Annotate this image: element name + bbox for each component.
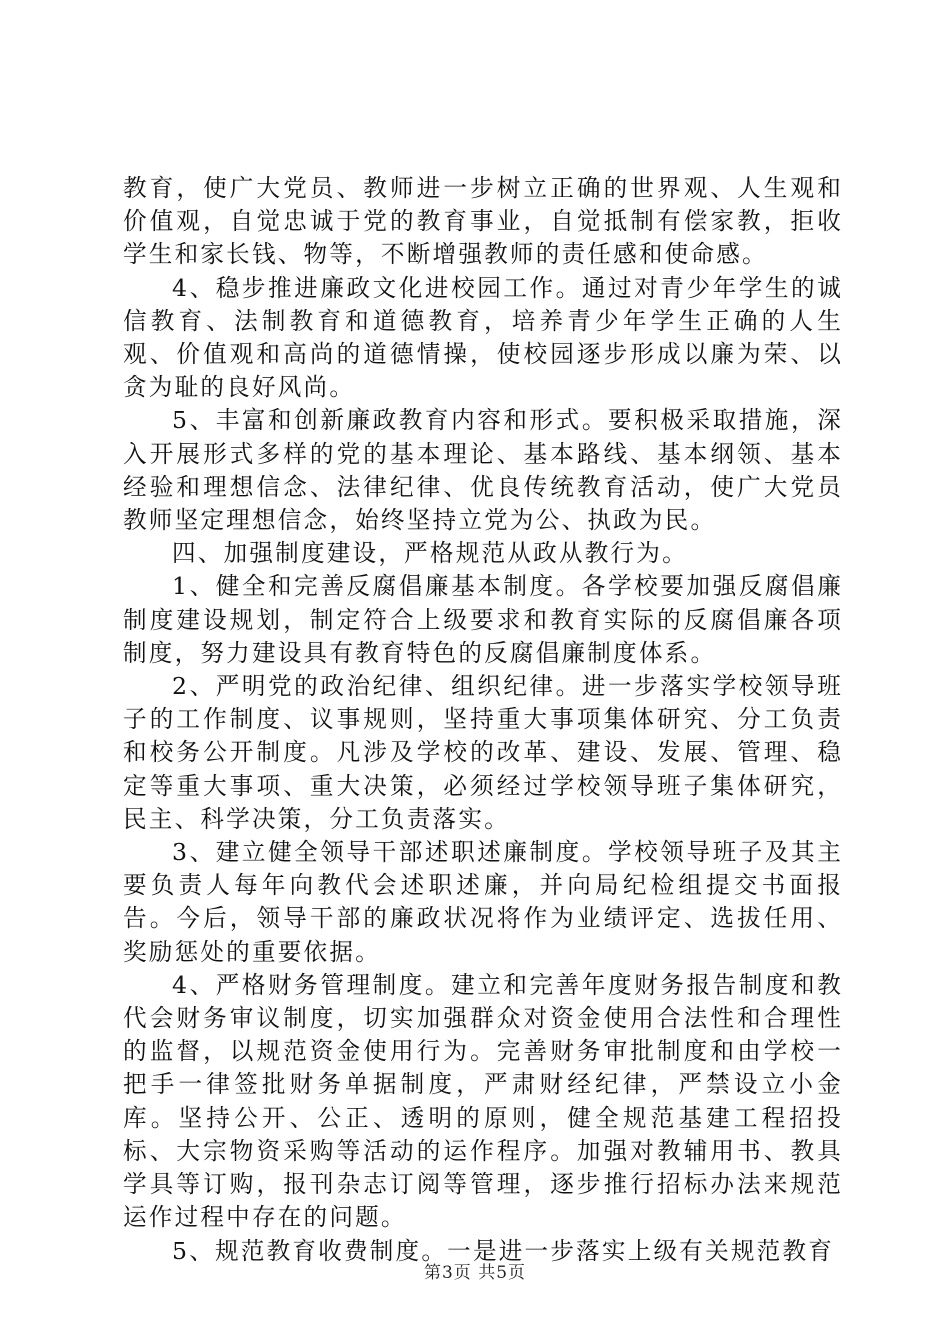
section-heading: 四、加强制度建设，严格规范从政从教行为。 (172, 539, 688, 568)
document-body (123, 172, 843, 1268)
page-number-footer: 第3页 共5页 (423, 1263, 527, 1283)
paragraph: 5、丰富和创新廉政教育内容和形式。要积极采取措施，深入开展形式多样的党的基本理论、基本路线、基本纲领、基本经验和理想信念、法律纪律、优良传统教育活动，使广大党员教师坚定理想信念，始终坚持立党为公、执政为民。 (123, 406, 843, 535)
paragraph: 教育，使广大党员、教师进一步树立正确的世界观、人生观和价值观，自觉忠诚于党的教育事业，自觉抵制有偿家教，拒收学生和家长钱、物等，不断增强教师的责任感和使命感。 (123, 174, 843, 269)
paragraph: 4、严格财务管理制度。建立和完善年度财务报告制度和教代会财务审议制度，切实加强群众对资金使用合法性和合理性的监督，以规范资金使用行为。完善财务审批制度和由学校一把手一律签批财务单据制度，严肃财经纪律，严禁设立小金库。坚持公开、公正、透明的原则，健全规范基建工程招投标、大宗物资采购等活动的运作程序。加强对教辅用书、教具学具等订购，报刊杂志订阅等管理，逐步推行招标办法来规范运作过程中存在的问题。 (123, 970, 843, 1232)
paragraph: 3、建立健全领导干部述职述廉制度。学校领导班子及其主要负责人每年向教代会述职述廉，并向局纪检组提交书面报告。今后，领导干部的廉政状况将作为业绩评定、选拔任用、奖励惩处的重要依据。 (123, 838, 843, 966)
paragraph: 5、规范教育收费制度。一是进一步落实上级有关规范教育 (172, 1236, 835, 1265)
paragraph: 2、严明党的政治纪律、组织纪律。进一步落实学校领导班子的工作制度、议事规则，坚持重大事项集体研究、分工负责和校务公开制度。凡涉及学校的改革、建设、发展、管理、稳定等重大事项、重大决策，必须经过学校领导班子集体研究，民主、科学决策，分工负责落实。 (123, 672, 843, 833)
paragraph: 4、稳步推进廉政文化进校园工作。通过对青少年学生的诚信教育、法制教育和道德教育，培养青少年学生正确的人生观、价值观和高尚的道德情操，使校园逐步形成以廉为荣、以贪为耻的良好风尚。 (123, 273, 843, 402)
paragraph: 1、健全和完善反腐倡廉基本制度。各学校要加强反腐倡廉制度建设规划，制定符合上级要求和教育实际的反腐倡廉各项制度，努力建设具有教育特色的反腐倡廉制度体系。 (123, 572, 843, 667)
